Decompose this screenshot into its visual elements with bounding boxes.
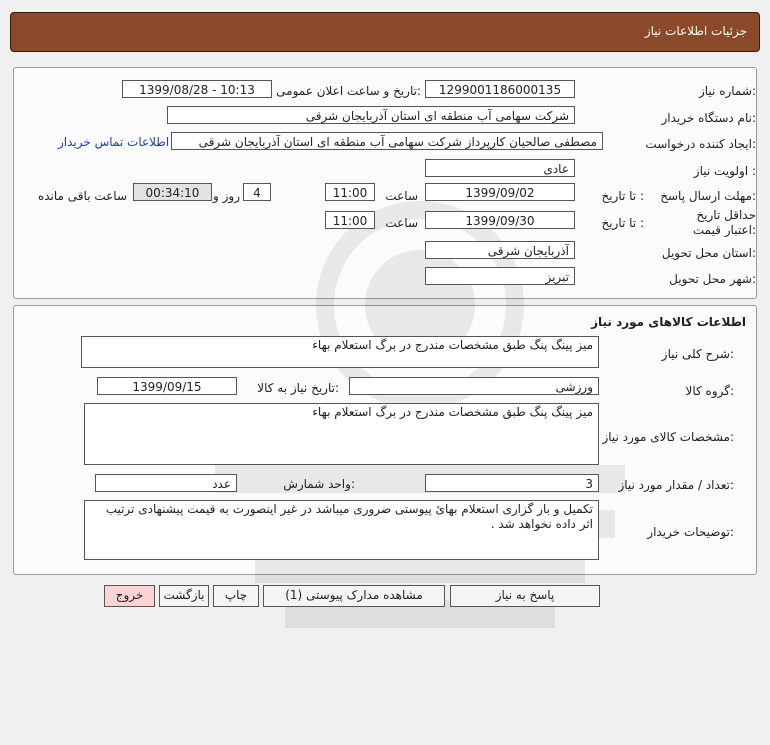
price-time-label: ساعت bbox=[385, 216, 418, 230]
goods-section-title: اطلاعات کالاهای مورد نیاز bbox=[591, 315, 746, 329]
requester-field: مصطفی صالحیان کارپرداز شرکت سهامی آب منطقه ای استان آذربایجان شرقی bbox=[171, 132, 603, 150]
province-field: آذربایجان شرقی bbox=[425, 241, 575, 259]
reply-until-date-label: تا تاریخ : bbox=[601, 189, 644, 203]
goods-group-label: گروه کالا: bbox=[685, 384, 734, 398]
view-attachments-button[interactable]: مشاهده مدارک پیوستی (1) bbox=[263, 585, 445, 607]
price-date-field: 1399/09/30 bbox=[425, 211, 575, 229]
specs-field: میز پینگ پنگ طبق مشخصات مندرج در برگ استعلام بهاء bbox=[84, 403, 599, 465]
priority-label: اولویت نیاز : bbox=[693, 164, 756, 178]
province-label: استان محل تحویل: bbox=[661, 246, 756, 260]
unit-label: واحد شمارش: bbox=[283, 477, 355, 491]
price-validity-label: حداقل تاریخ اعتبار قیمت: bbox=[692, 208, 756, 237]
exit-button[interactable]: خروج bbox=[104, 585, 155, 607]
need-info-panel bbox=[13, 67, 757, 299]
page-title: جزئیات اطلاعات نیاز bbox=[644, 24, 747, 38]
reply-to-need-button[interactable]: پاسخ به نیاز bbox=[450, 585, 600, 607]
buyer-contact-link[interactable]: اطلاعات تماس خریدار bbox=[58, 135, 170, 149]
reply-time-label: ساعت bbox=[385, 189, 418, 203]
requester-label: ایجاد کننده درخواست: bbox=[645, 137, 756, 151]
city-label: شهر محل تحویل: bbox=[669, 272, 756, 286]
need-date-label: تاریخ نیاز به کالا: bbox=[257, 381, 339, 395]
print-button[interactable]: چاپ bbox=[213, 585, 259, 607]
quantity-field: 3 bbox=[425, 474, 599, 492]
price-until-date-label: تا تاریخ : bbox=[601, 216, 644, 230]
specs-label: مشخصات کالای مورد نیاز: bbox=[602, 430, 734, 444]
need-date-field: 1399/09/15 bbox=[97, 377, 237, 395]
unit-field: عدد bbox=[95, 474, 237, 492]
need-number-field: 1299001186000135 bbox=[425, 80, 575, 98]
goods-group-field: ورزشی bbox=[349, 377, 599, 395]
buyer-org-label: نام دستگاه خریدار: bbox=[661, 111, 756, 125]
reply-date-field: 1399/09/02 bbox=[425, 183, 575, 201]
remaining-time-field: 00:34:10 bbox=[133, 183, 212, 201]
quantity-label: تعداد / مقدار مورد نیاز: bbox=[618, 478, 734, 492]
reply-time-field: 11:00 bbox=[325, 183, 375, 201]
need-number-label: شماره نیاز: bbox=[698, 84, 756, 98]
buyer-org-field: شرکت سهامی آب منطقه ای استان آذربایجان شرقی bbox=[167, 106, 575, 124]
city-field: تبریز bbox=[425, 267, 575, 285]
page-header bbox=[10, 12, 760, 52]
back-button[interactable]: بازگشت bbox=[159, 585, 209, 607]
days-label: روز و bbox=[213, 189, 240, 203]
announce-datetime-field: 1399/08/28 - 10:13 bbox=[122, 80, 272, 98]
description-field: میز پینگ پنگ طبق مشخصات مندرج در برگ استعلام بهاء bbox=[81, 336, 599, 368]
remaining-time-label: ساعت باقی مانده bbox=[37, 189, 127, 203]
description-label: شرح کلی نیاز: bbox=[661, 347, 734, 361]
remaining-days-field: 4 bbox=[243, 183, 271, 201]
priority-field: عادی bbox=[425, 159, 575, 177]
reply-deadline-label: مهلت ارسال پاسخ: bbox=[660, 189, 756, 203]
price-time-field: 11:00 bbox=[325, 211, 375, 229]
buyer-notes-field: تکمیل و بار گزاری استعلام بهائ پیوستی ضروری میباشد در غیر اینصورت به قیمت پیشنهادی ترتیب اثر داده نخواهد شد . bbox=[84, 500, 599, 560]
announce-label: تاریخ و ساعت اعلان عمومی: bbox=[276, 84, 421, 98]
buyer-notes-label: توضیحات خریدار: bbox=[647, 525, 734, 539]
